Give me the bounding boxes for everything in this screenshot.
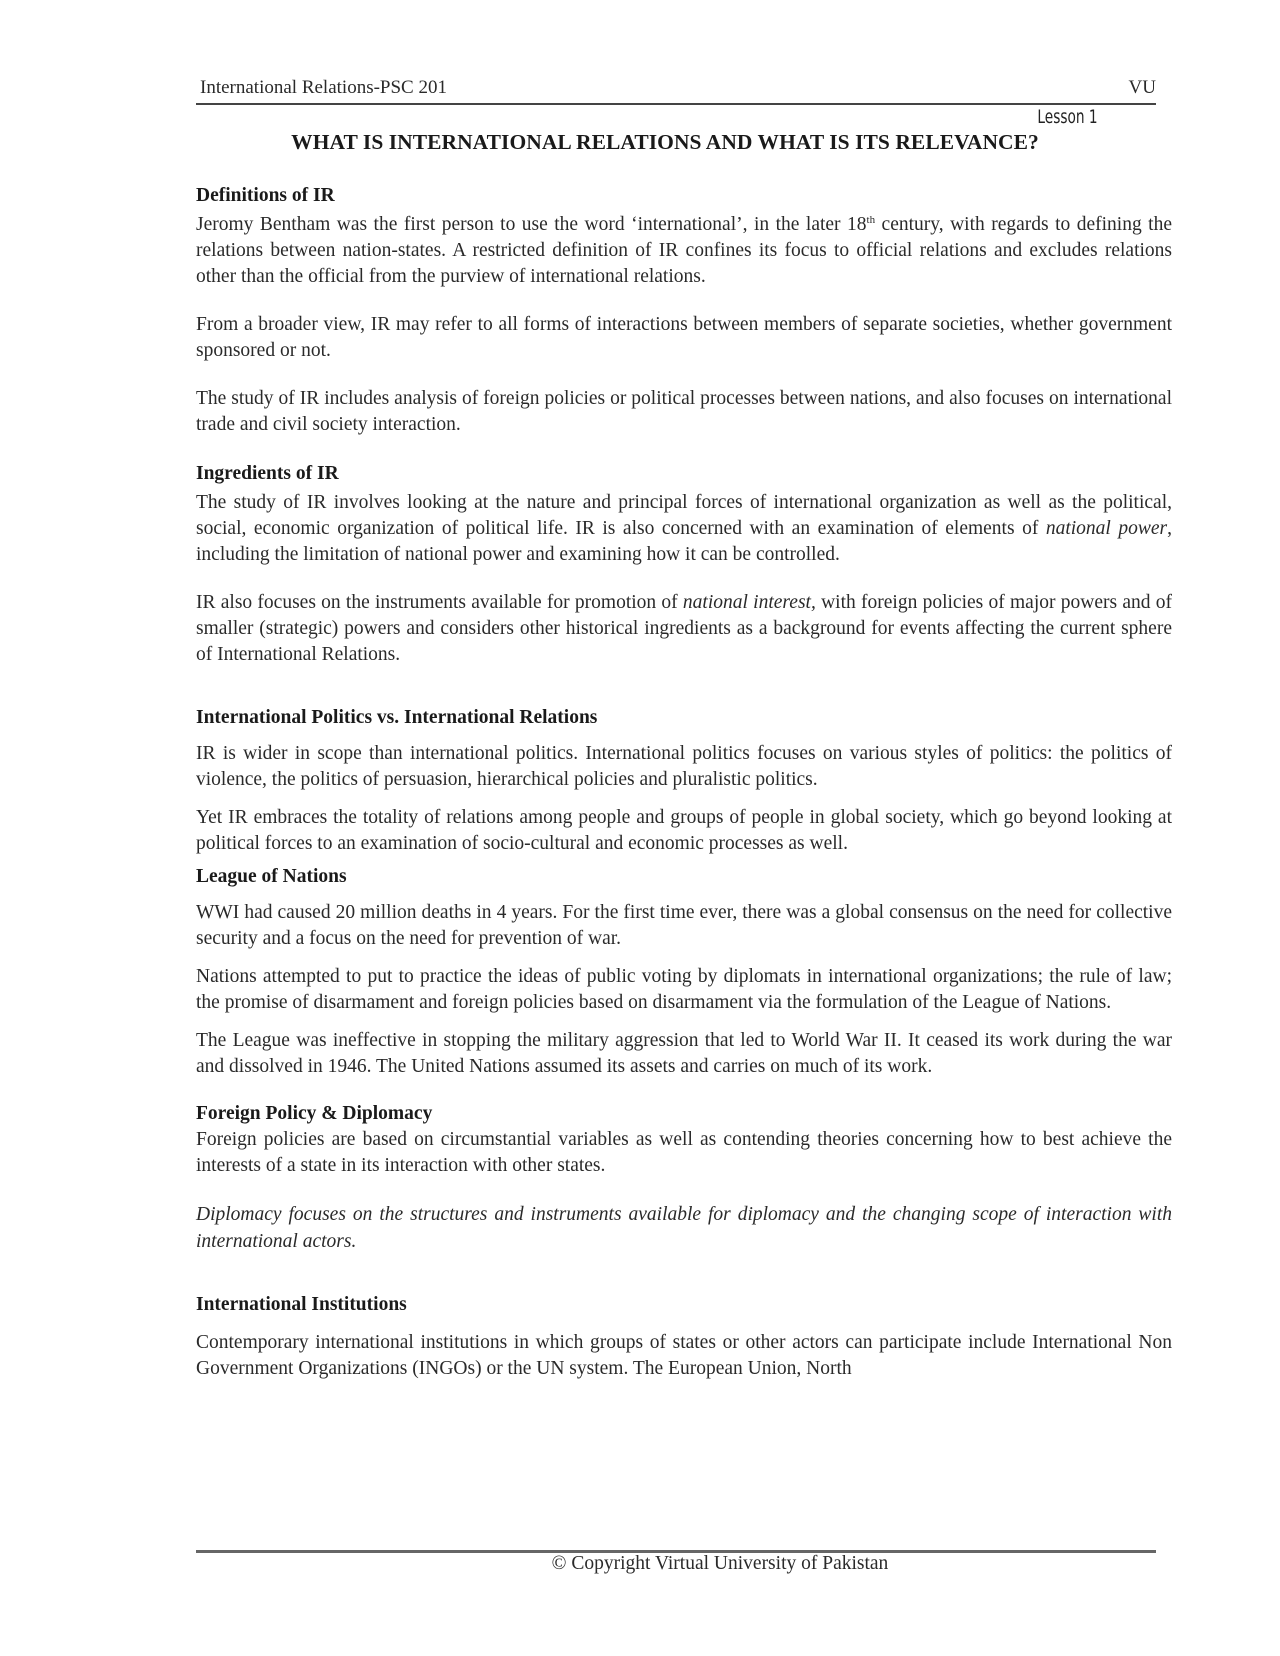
- text-run: , including the limitation of national power and examining how it can be controlled.: [196, 518, 1172, 565]
- page-title: WHAT IS INTERNATIONAL RELATIONS AND WHAT IS ITS RELEVANCE?: [291, 130, 1039, 154]
- paragraph-definitions-3: The study of IR includes analysis of foreign policies or political processes between nations, and also focuses on international trade and civil society interaction.: [196, 388, 1172, 435]
- heading-league-of-nations: League of Nations: [196, 866, 347, 887]
- paragraph-diplomacy: Diplomacy focuses on the structures and instruments available for diplomacy and the changing scope of interaction with international actors.: [196, 1204, 1172, 1252]
- paragraph-ingredients-2: [196, 590, 1172, 668]
- text-run: IR also focuses on the instruments available for promotion of: [196, 592, 683, 613]
- header-rule: [196, 103, 1156, 105]
- paragraph-politics-2: Yet IR embraces the totality of relations among people and groups of people in global society, which go beyond looking at political forces to an examination of socio-cultural and economic processes as well.: [196, 807, 1172, 854]
- text-run: century, with regards to defining the relations between nation-states. A restricted definition of IR confines its focus to official relations and excludes relations other than the official from the purview of international relations.: [196, 214, 1172, 287]
- paragraph-foreign-1: Foreign policies are based on circumstantial variables as well as contending theories concerning how to best achieve the interests of a state in its interaction with other states.: [196, 1129, 1172, 1176]
- heading-definitions: Definitions of IR: [196, 185, 335, 206]
- text-run: Jeromy Bentham was the first person to use the word ‘international’, in the later 18: [196, 214, 867, 235]
- footer-copyright: © Copyright Virtual University of Pakistan: [551, 1553, 889, 1574]
- paragraph-definitions-1: [196, 212, 1172, 290]
- heading-ingredients: Ingredients of IR: [196, 463, 339, 484]
- paragraph-institutions-1: Contemporary international institutions in which groups of states or other actors can participate include International Non Government Organizations (INGOs) or the UN system. The European Union, North: [196, 1332, 1172, 1379]
- course-name: International Relations-PSC 201: [200, 77, 447, 98]
- emphasis-national-power: national power: [1045, 518, 1168, 539]
- heading-foreign-policy: Foreign Policy & Diplomacy: [196, 1103, 433, 1124]
- superscript: th: [866, 214, 876, 226]
- institution-name: VU: [1128, 77, 1156, 98]
- lesson-label: Lesson 1: [1037, 106, 1098, 128]
- paragraph-league-2: Nations attempted to put to practice the ideas of public voting by diplomats in international organizations; the rule of law; the promise of disarmament and foreign policies based on disarmament via the formulation of the League of Nations.: [196, 966, 1172, 1013]
- heading-institutions: International Institutions: [196, 1294, 407, 1315]
- paragraph-league-1: WWI had caused 20 million deaths in 4 years. For the first time ever, there was a global consensus on the need for collective security and a focus on the need for prevention of war.: [196, 902, 1172, 949]
- text-run: The study of IR involves looking at the nature and principal forces of international organization as well as the political, social, economic organization of political life. IR is also concerned with an examination of elements of: [196, 492, 1172, 539]
- heading-politics-vs-relations: International Politics vs. International Relations: [196, 707, 598, 728]
- running-header: [196, 77, 1156, 103]
- text-run: with foreign policies of major powers and of smaller (strategic) powers and considers other historical ingredients as a background for events affecting the current sphere of International Relations.: [196, 592, 1172, 665]
- document-body: [196, 182, 1172, 1382]
- paragraph-politics-1: IR is wider in scope than international politics. International politics focuses on various styles of politics: the politics of violence, the politics of persuasion, hierarchical policies and pluralistic politics.: [196, 743, 1172, 790]
- paragraph-league-3: The League was ineffective in stopping the military aggression that led to World War II. It ceased its work during the war and dissolved in 1946. The United Nations assumed its assets and carries on much of its work.: [196, 1030, 1172, 1077]
- paragraph-definitions-2: From a broader view, IR may refer to all forms of interactions between members of separate societies, whether government sponsored or not.: [196, 314, 1172, 361]
- paragraph-ingredients-1: [196, 490, 1172, 568]
- emphasis-national-interest: national interest,: [682, 592, 816, 613]
